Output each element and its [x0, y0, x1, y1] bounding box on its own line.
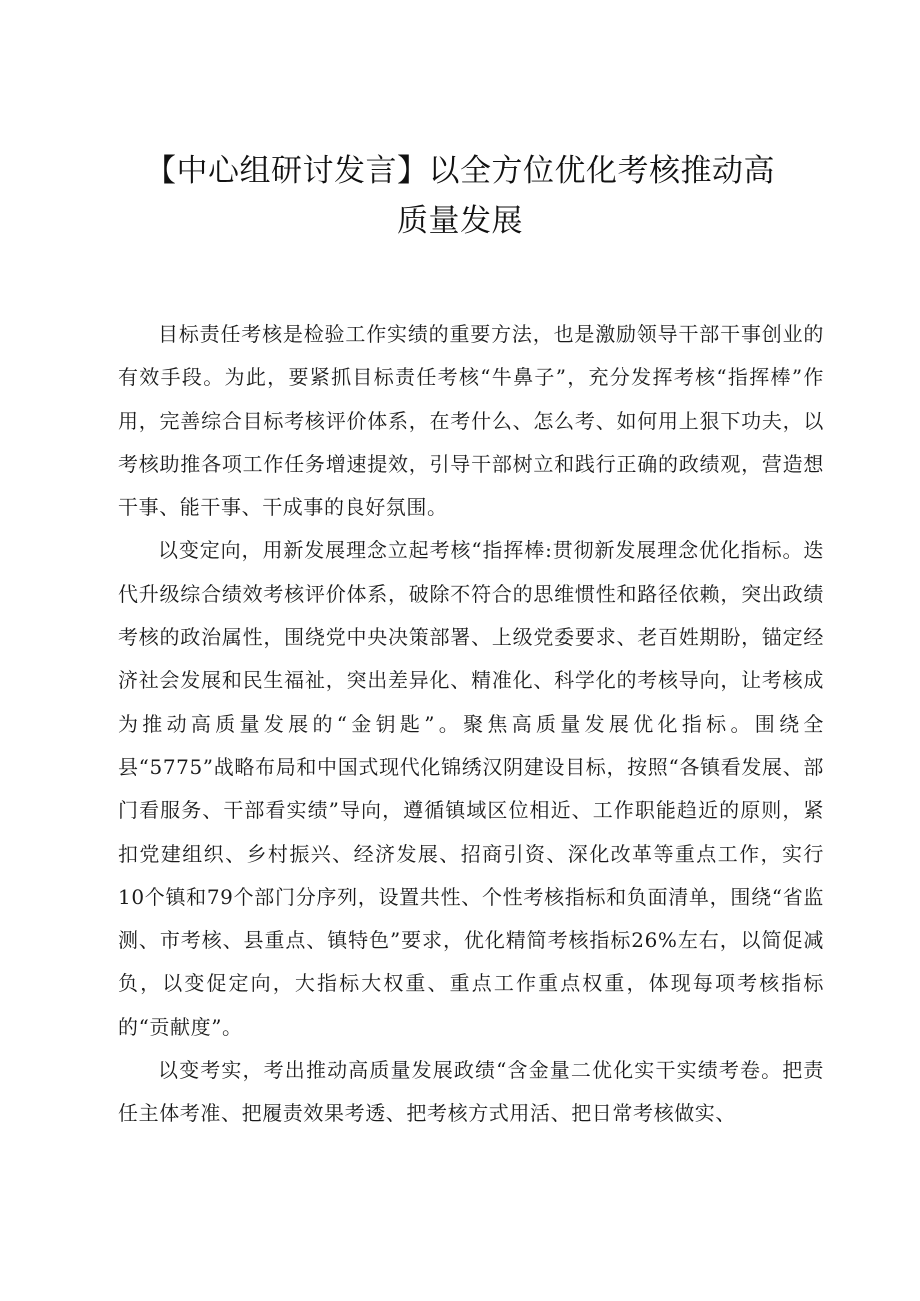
title-line-1: 【中心组研讨发言】以全方位优化考核推动高 — [145, 153, 775, 189]
paragraph-3: 以变考实，考出推动高质量发展政绩“含金量二优化实干实绩考卷。把责任主体考准、把履责效果考透、把考核方式用活、把日常考核做实、 — [118, 1058, 824, 1126]
paragraph-1: 目标责任考核是检验工作实绩的重要方法，也是激励领导干部干事创业的有效手段。为此，要紧抓目标责任考核“牛鼻子”，充分发挥考核“指挥棒”作用，完善综合目标考核评价体系，在考什么、怎么考、如何用上狠下功夫，以考核助推各项工作任务增速提效，引导干部树立和践行正确的政绩观，营造想干事、能干事、干成事的良好氛围。 — [118, 322, 824, 520]
title-line-2: 质量发展 — [397, 203, 523, 239]
paragraph-2: 以变定向，用新发展理念立起考核“指挥棒:贯彻新发展理念优化指标。迭代升级综合绩效考核评价体系，破除不符合的思维惯性和路径依赖，突出政绩考核的政治属性，围绕党中央决策部署、上级党委要求、老百姓期盼，锚定经济社会发展和民生福祉，突出差异化、精准化、科学化的考核导向，让考核成为推动高质量发展的“金钥匙”。聚焦高质量发展优化指标。围绕全县“5775”战略布局和中国式现代化锦绣汉阴建设目标，按照“各镇看发展、部门看服务、干部看实绩”导向，遵循镇域区位相近、工作职能趋近的原则，紧扣党建组织、乡村振兴、经济发展、招商引资、深化改革等重点工作，实行10个镇和79个部门分序列，设置共性、个性考核指标和负面清单，围绕“省监测、市考核、县重点、镇特色”要求，优化精简考核指标26%左右，以简促减负，以变促定向，大指标大权重、重点工作重点权重，体现每项考核指标的“贡献度”。 — [118, 538, 824, 1039]
document-body — [118, 313, 824, 1136]
document-title — [60, 146, 860, 246]
